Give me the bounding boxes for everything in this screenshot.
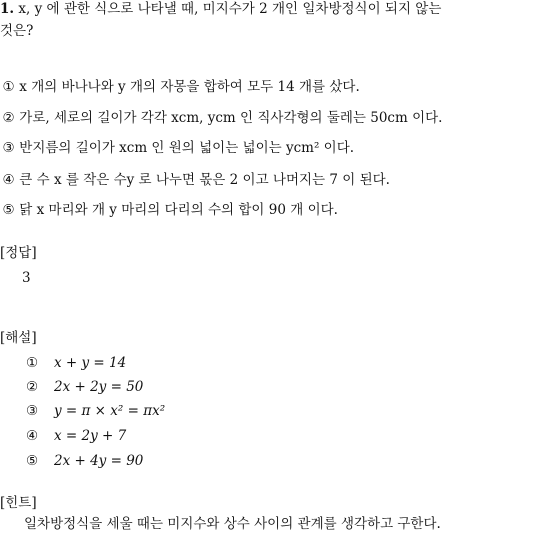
question-text: x, y 에 관한 식으로 나타낼 때, 미지수가 2 개인 일차방정식이 되지 않는 — [14, 1, 442, 17]
solution-item-2 — [24, 378, 143, 396]
solution-equation: x = 2y + 7 — [54, 428, 127, 444]
solution-equation: y = π × x² = πx² — [54, 403, 166, 419]
answer-value: 3 — [22, 270, 31, 286]
option-text: x 개의 바나나와 y 개의 자몽을 합하여 모두 14 개를 샀다. — [15, 79, 360, 95]
option-text: 큰 수 x 를 작은 수y 로 나누면 몫은 2 이고 나머지는 7 이 된다. — [15, 172, 390, 188]
option-text: 닭 x 마리와 개 y 마리의 다리의 수의 합이 90 개 이다. — [15, 202, 338, 218]
option-marker: ② — [2, 110, 15, 126]
solution-marker: ⑤ — [25, 453, 39, 469]
solution-equation: 2x + 4y = 90 — [54, 453, 144, 469]
option-5 — [2, 201, 338, 219]
solution-item-1 — [24, 354, 126, 372]
option-marker: ① — [2, 79, 15, 95]
option-2 — [2, 109, 442, 127]
option-1 — [2, 78, 360, 96]
question-line-1 — [0, 0, 441, 18]
solution-equation: 2x + 2y = 50 — [54, 379, 144, 395]
option-text: 가로, 세로의 길이가 각각 xcm, ycm 인 직사각형의 둘레는 50cm 이다. — [15, 110, 443, 126]
option-marker: ③ — [2, 140, 15, 156]
solution-marker: ④ — [25, 428, 39, 444]
question-number: 1. — [0, 1, 15, 17]
option-marker: ⑤ — [2, 202, 15, 218]
solution-label: [해설] — [0, 330, 37, 346]
solution-item-4 — [24, 427, 126, 445]
solution-marker: ② — [25, 379, 39, 395]
solution-marker: ① — [25, 355, 39, 371]
solution-item-3 — [24, 402, 165, 420]
answer-label: [정답] — [0, 245, 37, 261]
question-line-2: 것은? — [0, 23, 34, 39]
solution-item-5 — [24, 452, 143, 470]
hint-label: [힌트] — [0, 495, 37, 511]
option-text: 반지름의 길이가 xcm 인 원의 넓이는 넓이는 ycm² 이다. — [15, 140, 355, 156]
option-4 — [2, 171, 390, 189]
option-marker: ④ — [2, 172, 15, 188]
solution-equation: x + y = 14 — [54, 355, 127, 371]
option-3 — [2, 139, 354, 157]
hint-text: 일차방정식을 세울 때는 미지수와 상수 사이의 관계를 생각하고 구한다. — [24, 516, 441, 532]
solution-marker: ③ — [25, 403, 39, 419]
